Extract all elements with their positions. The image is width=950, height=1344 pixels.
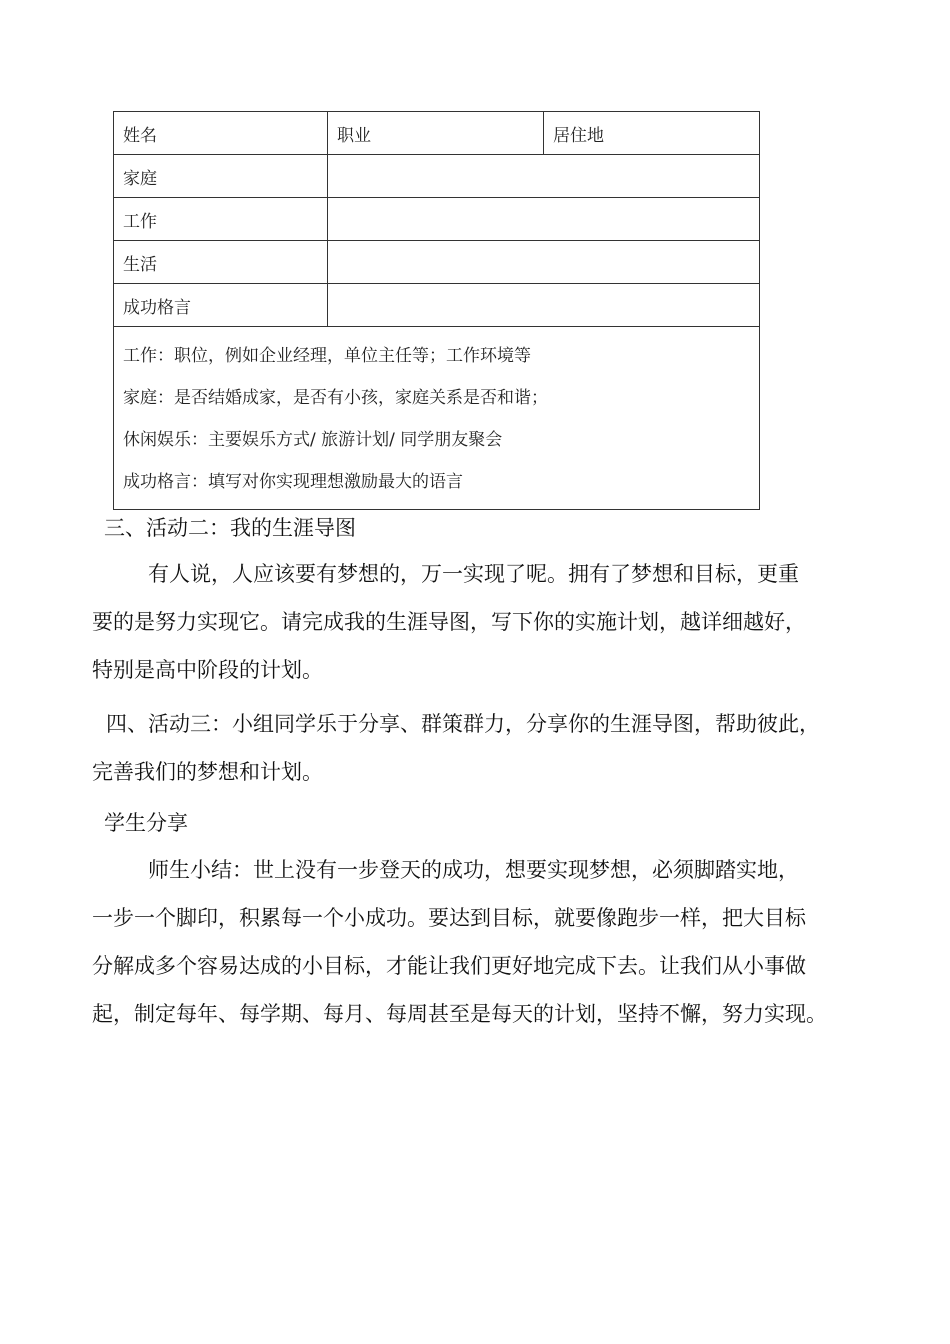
paragraph-line: 有人说，人应该要有梦想的，万一实现了呢。拥有了梦想和目标，更重 (148, 562, 799, 586)
row-field-family[interactable] (328, 155, 760, 198)
section4-paragraph (92, 700, 820, 796)
summary-paragraph (92, 846, 827, 1038)
paragraph-line: 师生小结：世上没有一步登天的成功，想要实现梦想，必须脚踏实地， (148, 858, 799, 882)
table-header-row (114, 112, 760, 155)
row-label-family: 家庭 (114, 155, 328, 198)
row-label-work: 工作 (114, 198, 328, 241)
notes-cell (114, 327, 760, 510)
note-work: 工作：职位，例如企业经理，单位主任等；工作环境等 (123, 346, 531, 366)
paragraph-line: 一步一个脚印，积累每一个小成功。要达到目标，就要像跑步一样，把大目标 (92, 906, 806, 930)
row-field-motto[interactable] (328, 284, 760, 327)
share-label: 学生分享 (104, 811, 188, 835)
note-family: 家庭：是否结婚成家，是否有小孩，家庭关系是否和谐； (123, 388, 548, 408)
table-row (114, 241, 760, 284)
paragraph-line: 起，制定每年、每学期、每月、每周甚至是每天的计划，坚持不懈，努力实现。 (92, 1002, 827, 1026)
paragraph-line: 完善我们的梦想和计划。 (92, 760, 323, 784)
table-row (114, 284, 760, 327)
row-field-life[interactable] (328, 241, 760, 284)
section3-paragraph (92, 550, 806, 694)
table-row (114, 198, 760, 241)
paragraph-line: 特别是高中阶段的计划。 (92, 658, 323, 682)
row-label-motto: 成功格言 (114, 284, 328, 327)
paragraph-line: 四、活动三：小组同学乐于分享、群策群力，分享你的生涯导图，帮助彼此， (106, 712, 820, 736)
header-name: 姓名 (114, 112, 328, 155)
row-label-life: 生活 (114, 241, 328, 284)
header-residence: 居住地 (544, 112, 760, 155)
header-occupation: 职业 (328, 112, 544, 155)
profile-table (113, 111, 760, 510)
section3-heading: 三、活动二：我的生涯导图 (104, 516, 356, 540)
row-field-work[interactable] (328, 198, 760, 241)
note-leisure: 休闲娱乐：主要娱乐方式/ 旅游计划/ 同学朋友聚会 (123, 430, 503, 450)
paragraph-line: 要的是努力实现它。请完成我的生涯导图，写下你的实施计划，越详细越好， (92, 610, 806, 634)
table-row (114, 155, 760, 198)
note-motto: 成功格言：填写对你实现理想激励最大的语言 (123, 472, 463, 492)
paragraph-line: 分解成多个容易达成的小目标，才能让我们更好地完成下去。让我们从小事做 (92, 954, 806, 978)
notes-row (114, 327, 760, 510)
